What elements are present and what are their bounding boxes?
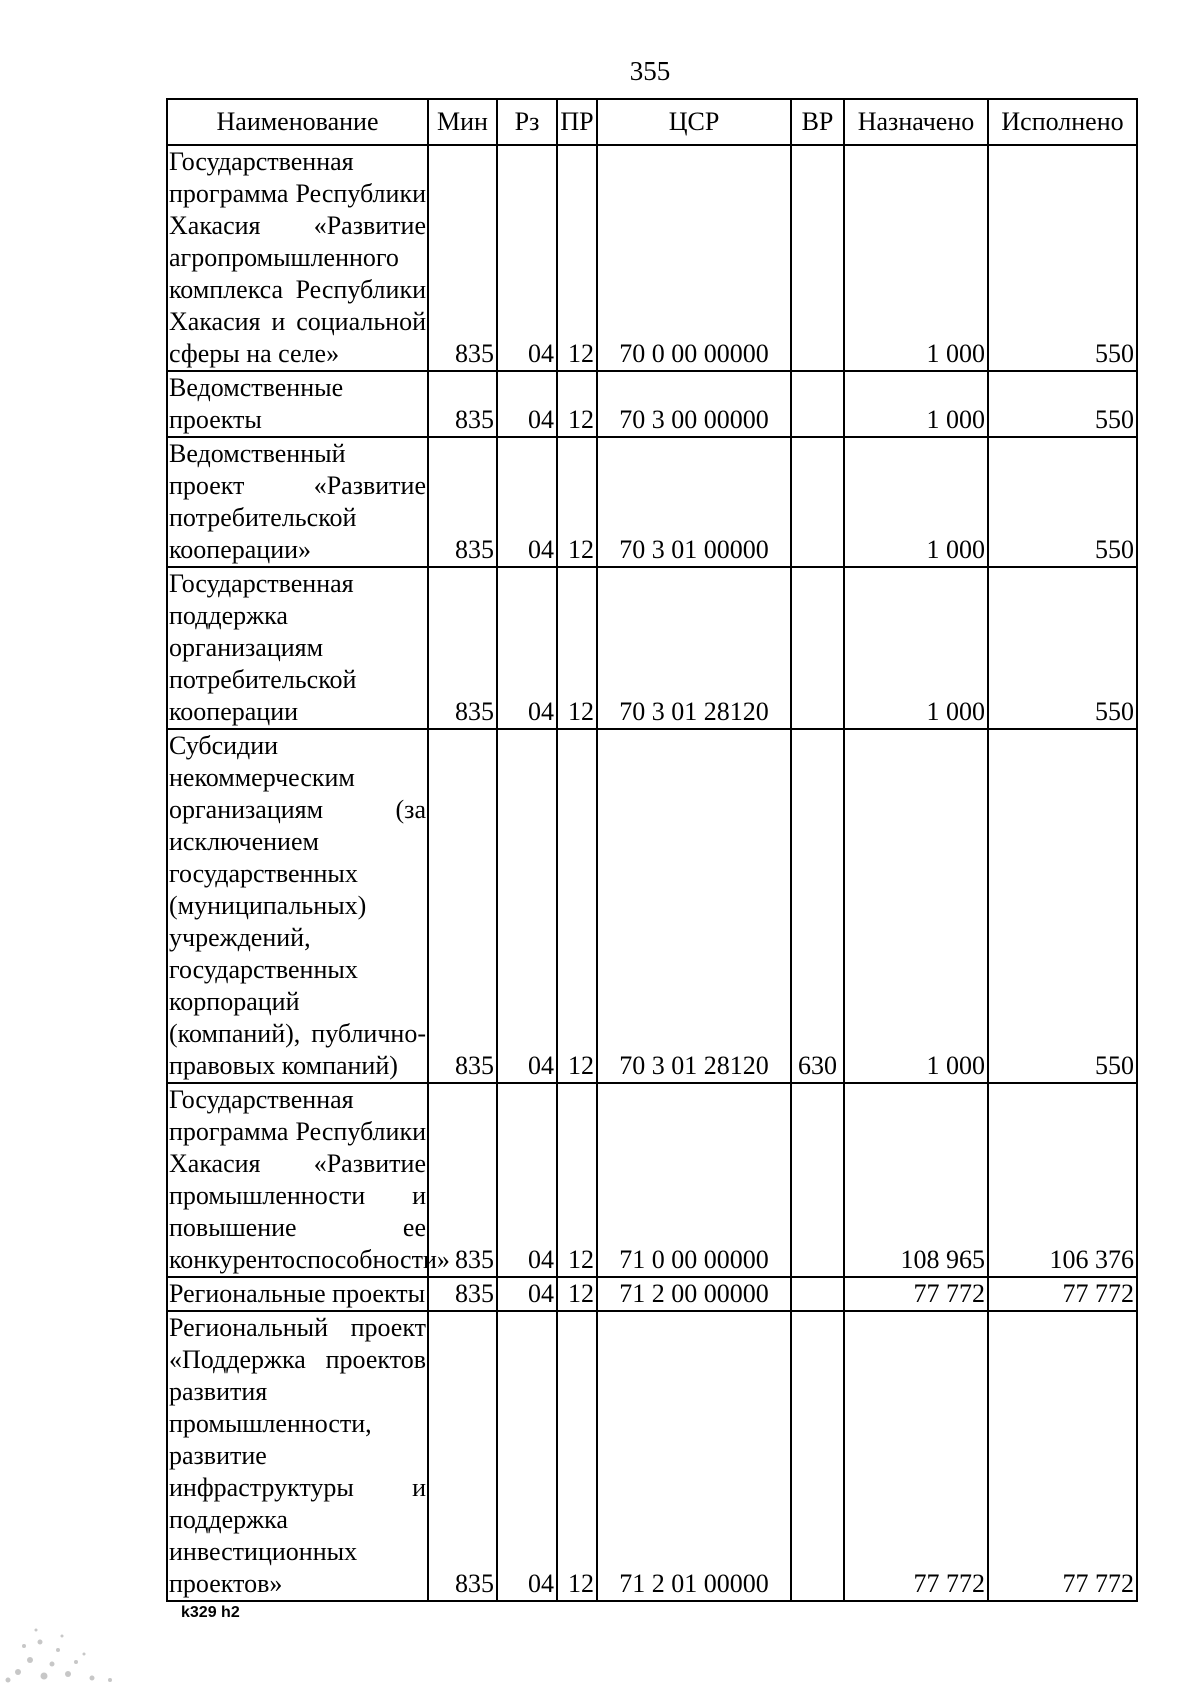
row-min: 835 xyxy=(428,567,497,729)
row-assigned: 1 000 xyxy=(844,371,988,437)
row-min: 835 xyxy=(428,729,497,1083)
row-pr: 12 xyxy=(557,567,597,729)
header-executed: Исполнено xyxy=(988,99,1137,145)
row-vr: 630 xyxy=(791,729,844,1083)
table-row xyxy=(167,567,1137,729)
header-min: Мин xyxy=(428,99,497,145)
row-assigned: 1 000 xyxy=(844,437,988,567)
table-row xyxy=(167,729,1137,1083)
row-executed: 550 xyxy=(988,145,1137,371)
row-name: Государственная программа Республики Хакасия «Развитие агропромышленного комплекса Республики Хакасия и социальной сферы на селе» xyxy=(167,145,428,371)
row-executed: 550 xyxy=(988,729,1137,1083)
row-name: Ведомственный проект «Развитие потребительской кооперации» xyxy=(167,437,428,567)
row-min: 835 xyxy=(428,437,497,567)
row-executed: 550 xyxy=(988,371,1137,437)
row-rz: 04 xyxy=(497,437,557,567)
table-row xyxy=(167,371,1137,437)
budget-table xyxy=(166,98,1138,1602)
row-rz: 04 xyxy=(497,371,557,437)
row-name: Региональный проект «Поддержка проектов развития промышленности, развитие инфраструктуры и поддержка инвестиционных проектов» xyxy=(167,1311,428,1601)
row-assigned: 77 772 xyxy=(844,1311,988,1601)
header-pr: ПР xyxy=(557,99,597,145)
row-pr: 12 xyxy=(557,1277,597,1311)
row-executed: 77 772 xyxy=(988,1277,1137,1311)
table-header-row xyxy=(167,99,1137,145)
row-pr: 12 xyxy=(557,1083,597,1277)
table-row xyxy=(167,437,1137,567)
row-executed: 106 376 xyxy=(988,1083,1137,1277)
row-assigned: 77 772 xyxy=(844,1277,988,1311)
row-executed: 77 772 xyxy=(988,1311,1137,1601)
row-pr: 12 xyxy=(557,1311,597,1601)
row-csr: 71 2 01 00000 xyxy=(597,1311,791,1601)
row-vr xyxy=(791,567,844,729)
row-name: Государственная поддержка организациям потребительской кооперации xyxy=(167,567,428,729)
row-assigned: 108 965 xyxy=(844,1083,988,1277)
row-executed: 550 xyxy=(988,567,1137,729)
row-min: 835 xyxy=(428,145,497,371)
row-vr xyxy=(791,1311,844,1601)
row-rz: 04 xyxy=(497,567,557,729)
row-csr: 71 0 00 00000 xyxy=(597,1083,791,1277)
row-executed: 550 xyxy=(988,437,1137,567)
row-rz: 04 xyxy=(497,1277,557,1311)
row-vr xyxy=(791,371,844,437)
row-rz: 04 xyxy=(497,145,557,371)
row-assigned: 1 000 xyxy=(844,567,988,729)
table-row xyxy=(167,1083,1137,1277)
row-pr: 12 xyxy=(557,437,597,567)
table-row xyxy=(167,1277,1137,1311)
row-vr xyxy=(791,145,844,371)
row-rz: 04 xyxy=(497,1311,557,1601)
row-rz: 04 xyxy=(497,1083,557,1277)
header-rz: Рз xyxy=(497,99,557,145)
header-assigned: Назначено xyxy=(844,99,988,145)
row-name: Региональные проекты xyxy=(167,1277,428,1311)
row-vr xyxy=(791,1277,844,1311)
row-min: 835 xyxy=(428,1083,497,1277)
row-pr: 12 xyxy=(557,729,597,1083)
row-assigned: 1 000 xyxy=(844,729,988,1083)
row-csr: 70 3 01 28120 xyxy=(597,729,791,1083)
row-name: Ведомственные проекты xyxy=(167,371,428,437)
row-csr: 71 2 00 00000 xyxy=(597,1277,791,1311)
header-name: Наименование xyxy=(167,99,428,145)
row-assigned: 1 000 xyxy=(844,145,988,371)
footer-code: k329 h2 xyxy=(181,1604,240,1621)
row-csr: 70 3 00 00000 xyxy=(597,371,791,437)
row-csr: 70 3 01 28120 xyxy=(597,567,791,729)
header-vr: ВР xyxy=(791,99,844,145)
row-min: 835 xyxy=(428,371,497,437)
page-number: 355 xyxy=(629,56,671,86)
row-csr: 70 3 01 00000 xyxy=(597,437,791,567)
row-min: 835 xyxy=(428,1311,497,1601)
row-pr: 12 xyxy=(557,145,597,371)
row-vr xyxy=(791,437,844,567)
row-vr xyxy=(791,1083,844,1277)
row-name: Государственная программа Республики Хакасия «Развитие промышленности и повышение ее конкурентоспособности» xyxy=(167,1083,428,1277)
header-csr: ЦСР xyxy=(597,99,791,145)
row-min: 835 xyxy=(428,1277,497,1311)
row-rz: 04 xyxy=(497,729,557,1083)
row-csr: 70 0 00 00000 xyxy=(597,145,791,371)
table-row xyxy=(167,1311,1137,1601)
row-pr: 12 xyxy=(557,371,597,437)
scan-smudge xyxy=(0,1576,130,1686)
table-row xyxy=(167,145,1137,371)
row-name: Субсидии некоммерческим организациям (за исключением государственных (муниципальных) учреждений, государственных корпораций (компаний), публично-правовых компаний) xyxy=(167,729,428,1083)
